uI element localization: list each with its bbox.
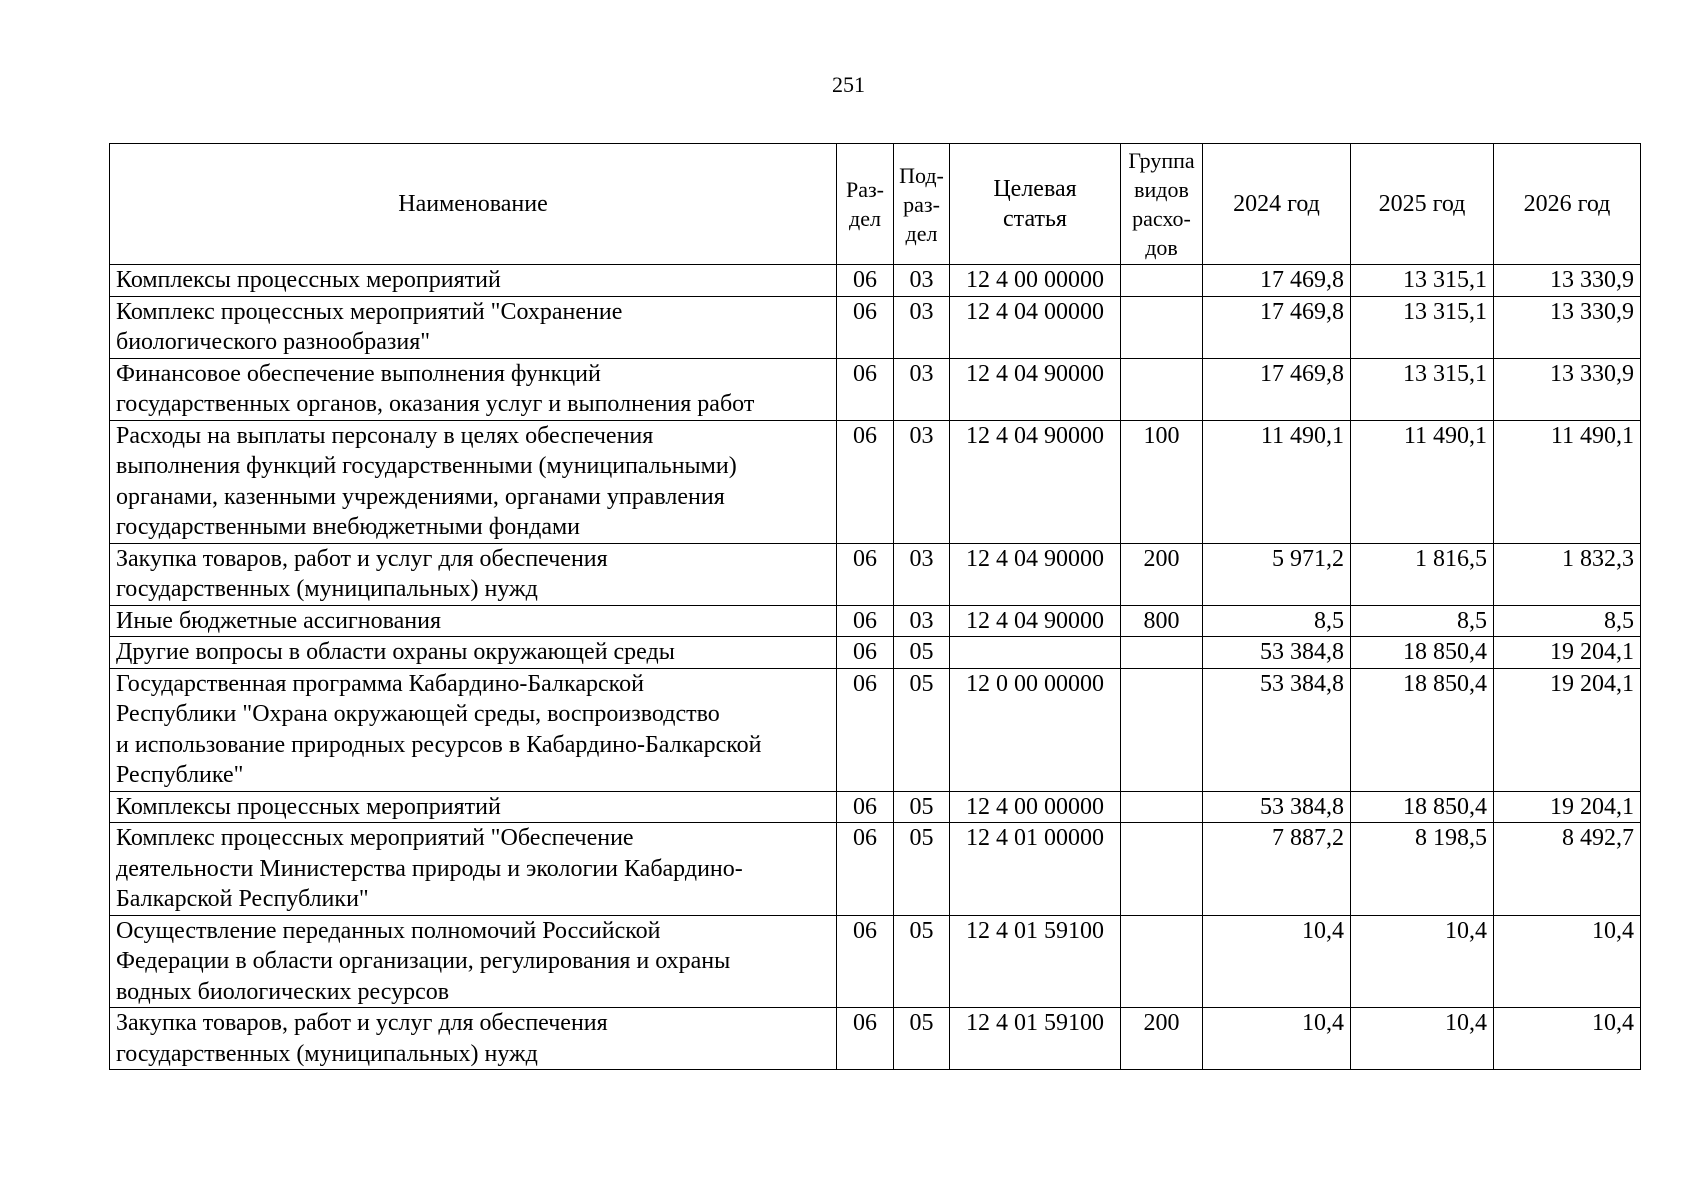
cell-2026: 13 330,9 (1494, 265, 1641, 297)
cell-celevaya-statya: 12 4 00 00000 (950, 791, 1121, 823)
cell-podrazdel: 05 (894, 668, 950, 791)
table-row (110, 791, 1641, 823)
cell-2026: 19 204,1 (1494, 791, 1641, 823)
cell-razdel: 06 (837, 265, 894, 297)
table-row (110, 1008, 1641, 1070)
cell-razdel: 06 (837, 915, 894, 1008)
table-row (110, 823, 1641, 916)
header-podrazdel: Под- раз- дел (894, 144, 950, 265)
cell-gruppa-vidov (1121, 791, 1203, 823)
cell-2024: 10,4 (1203, 1008, 1351, 1070)
cell-2024: 11 490,1 (1203, 420, 1351, 543)
cell-gruppa-vidov (1121, 668, 1203, 791)
cell-2025: 8,5 (1351, 605, 1494, 637)
cell-podrazdel: 03 (894, 358, 950, 420)
cell-2025: 13 315,1 (1351, 296, 1494, 358)
cell-podrazdel: 05 (894, 915, 950, 1008)
cell-name: Осуществление переданных полномочий Российской Федерации в области организации, регулирования и охраны водных биологических ресурсов (110, 915, 837, 1008)
cell-name: Государственная программа Кабардино-Балкарской Республики "Охрана окружающей среды, воспроизводство и использование природных ресурсов в Кабардино-Балкарской Республике" (110, 668, 837, 791)
cell-2026: 13 330,9 (1494, 296, 1641, 358)
cell-2025: 10,4 (1351, 1008, 1494, 1070)
cell-name: Закупка товаров, работ и услуг для обеспечения государственных (муниципальных) нужд (110, 543, 837, 605)
cell-gruppa-vidov (1121, 265, 1203, 297)
cell-name: Комплексы процессных мероприятий (110, 265, 837, 297)
cell-2025: 8 198,5 (1351, 823, 1494, 916)
cell-celevaya-statya: 12 4 04 90000 (950, 358, 1121, 420)
cell-gruppa-vidov: 100 (1121, 420, 1203, 543)
cell-celevaya-statya: 12 4 04 90000 (950, 543, 1121, 605)
table-row (110, 358, 1641, 420)
cell-celevaya-statya: 12 4 00 00000 (950, 265, 1121, 297)
header-celevaya-statya: Целевая статья (950, 144, 1121, 265)
cell-name: Комплекс процессных мероприятий "Обеспечение деятельности Министерства природы и экологии Кабардино- Балкарской Республики" (110, 823, 837, 916)
header-2024: 2024 год (1203, 144, 1351, 265)
table-row (110, 637, 1641, 669)
cell-2026: 11 490,1 (1494, 420, 1641, 543)
cell-podrazdel: 03 (894, 605, 950, 637)
cell-razdel: 06 (837, 823, 894, 916)
cell-razdel: 06 (837, 791, 894, 823)
cell-celevaya-statya: 12 4 01 59100 (950, 915, 1121, 1008)
cell-razdel: 06 (837, 668, 894, 791)
table-row (110, 668, 1641, 791)
header-razdel: Раз- дел (837, 144, 894, 265)
cell-2024: 7 887,2 (1203, 823, 1351, 916)
cell-2025: 11 490,1 (1351, 420, 1494, 543)
cell-2024: 17 469,8 (1203, 358, 1351, 420)
cell-2026: 1 832,3 (1494, 543, 1641, 605)
cell-2026: 10,4 (1494, 1008, 1641, 1070)
cell-2024: 53 384,8 (1203, 791, 1351, 823)
cell-2025: 18 850,4 (1351, 668, 1494, 791)
cell-2024: 8,5 (1203, 605, 1351, 637)
cell-celevaya-statya (950, 637, 1121, 669)
cell-podrazdel: 03 (894, 296, 950, 358)
cell-name: Расходы на выплаты персоналу в целях обеспечения выполнения функций государственными (муниципальными) органами, казенными учреждениями, органами управления государственными внебюджетными фондами (110, 420, 837, 543)
cell-celevaya-statya: 12 0 00 00000 (950, 668, 1121, 791)
budget-table (109, 143, 1641, 1070)
page-number: 251 (832, 72, 865, 97)
table-row (110, 265, 1641, 297)
cell-gruppa-vidov (1121, 915, 1203, 1008)
table-row (110, 605, 1641, 637)
header-2025: 2025 год (1351, 144, 1494, 265)
cell-podrazdel: 03 (894, 265, 950, 297)
table-body (110, 265, 1641, 1070)
cell-2025: 18 850,4 (1351, 637, 1494, 669)
cell-razdel: 06 (837, 637, 894, 669)
cell-2026: 19 204,1 (1494, 668, 1641, 791)
cell-gruppa-vidov (1121, 296, 1203, 358)
cell-2026: 10,4 (1494, 915, 1641, 1008)
cell-celevaya-statya: 12 4 04 00000 (950, 296, 1121, 358)
cell-name: Иные бюджетные ассигнования (110, 605, 837, 637)
cell-razdel: 06 (837, 296, 894, 358)
cell-gruppa-vidov: 800 (1121, 605, 1203, 637)
cell-2026: 19 204,1 (1494, 637, 1641, 669)
cell-razdel: 06 (837, 543, 894, 605)
cell-razdel: 06 (837, 420, 894, 543)
table-row (110, 915, 1641, 1008)
cell-2024: 10,4 (1203, 915, 1351, 1008)
cell-name: Финансовое обеспечение выполнения функций государственных органов, оказания услуг и выполнения работ (110, 358, 837, 420)
cell-razdel: 06 (837, 358, 894, 420)
cell-2026: 13 330,9 (1494, 358, 1641, 420)
cell-2025: 10,4 (1351, 915, 1494, 1008)
cell-2025: 18 850,4 (1351, 791, 1494, 823)
cell-2024: 53 384,8 (1203, 637, 1351, 669)
cell-podrazdel: 05 (894, 637, 950, 669)
cell-2026: 8 492,7 (1494, 823, 1641, 916)
cell-2025: 1 816,5 (1351, 543, 1494, 605)
table-row (110, 420, 1641, 543)
cell-celevaya-statya: 12 4 04 90000 (950, 605, 1121, 637)
cell-gruppa-vidov (1121, 637, 1203, 669)
cell-podrazdel: 05 (894, 791, 950, 823)
header-2026: 2026 год (1494, 144, 1641, 265)
cell-name: Закупка товаров, работ и услуг для обеспечения государственных (муниципальных) нужд (110, 1008, 837, 1070)
cell-name: Комплексы процессных мероприятий (110, 791, 837, 823)
header-gruppa-vidov: Группа видов расхо- дов (1121, 144, 1203, 265)
cell-2024: 17 469,8 (1203, 265, 1351, 297)
cell-celevaya-statya: 12 4 01 59100 (950, 1008, 1121, 1070)
cell-2026: 8,5 (1494, 605, 1641, 637)
cell-podrazdel: 05 (894, 1008, 950, 1070)
cell-gruppa-vidov: 200 (1121, 1008, 1203, 1070)
cell-name: Другие вопросы в области охраны окружающей среды (110, 637, 837, 669)
cell-razdel: 06 (837, 605, 894, 637)
cell-2025: 13 315,1 (1351, 265, 1494, 297)
cell-podrazdel: 03 (894, 420, 950, 543)
table-row (110, 543, 1641, 605)
cell-2025: 13 315,1 (1351, 358, 1494, 420)
cell-gruppa-vidov (1121, 823, 1203, 916)
cell-2024: 53 384,8 (1203, 668, 1351, 791)
cell-2024: 5 971,2 (1203, 543, 1351, 605)
cell-podrazdel: 03 (894, 543, 950, 605)
cell-celevaya-statya: 12 4 04 90000 (950, 420, 1121, 543)
cell-gruppa-vidov: 200 (1121, 543, 1203, 605)
table-row (110, 296, 1641, 358)
cell-name: Комплекс процессных мероприятий "Сохранение биологического разнообразия" (110, 296, 837, 358)
header-name: Наименование (110, 144, 837, 265)
table-header-row (110, 144, 1641, 265)
cell-podrazdel: 05 (894, 823, 950, 916)
cell-2024: 17 469,8 (1203, 296, 1351, 358)
cell-gruppa-vidov (1121, 358, 1203, 420)
cell-razdel: 06 (837, 1008, 894, 1070)
cell-celevaya-statya: 12 4 01 00000 (950, 823, 1121, 916)
